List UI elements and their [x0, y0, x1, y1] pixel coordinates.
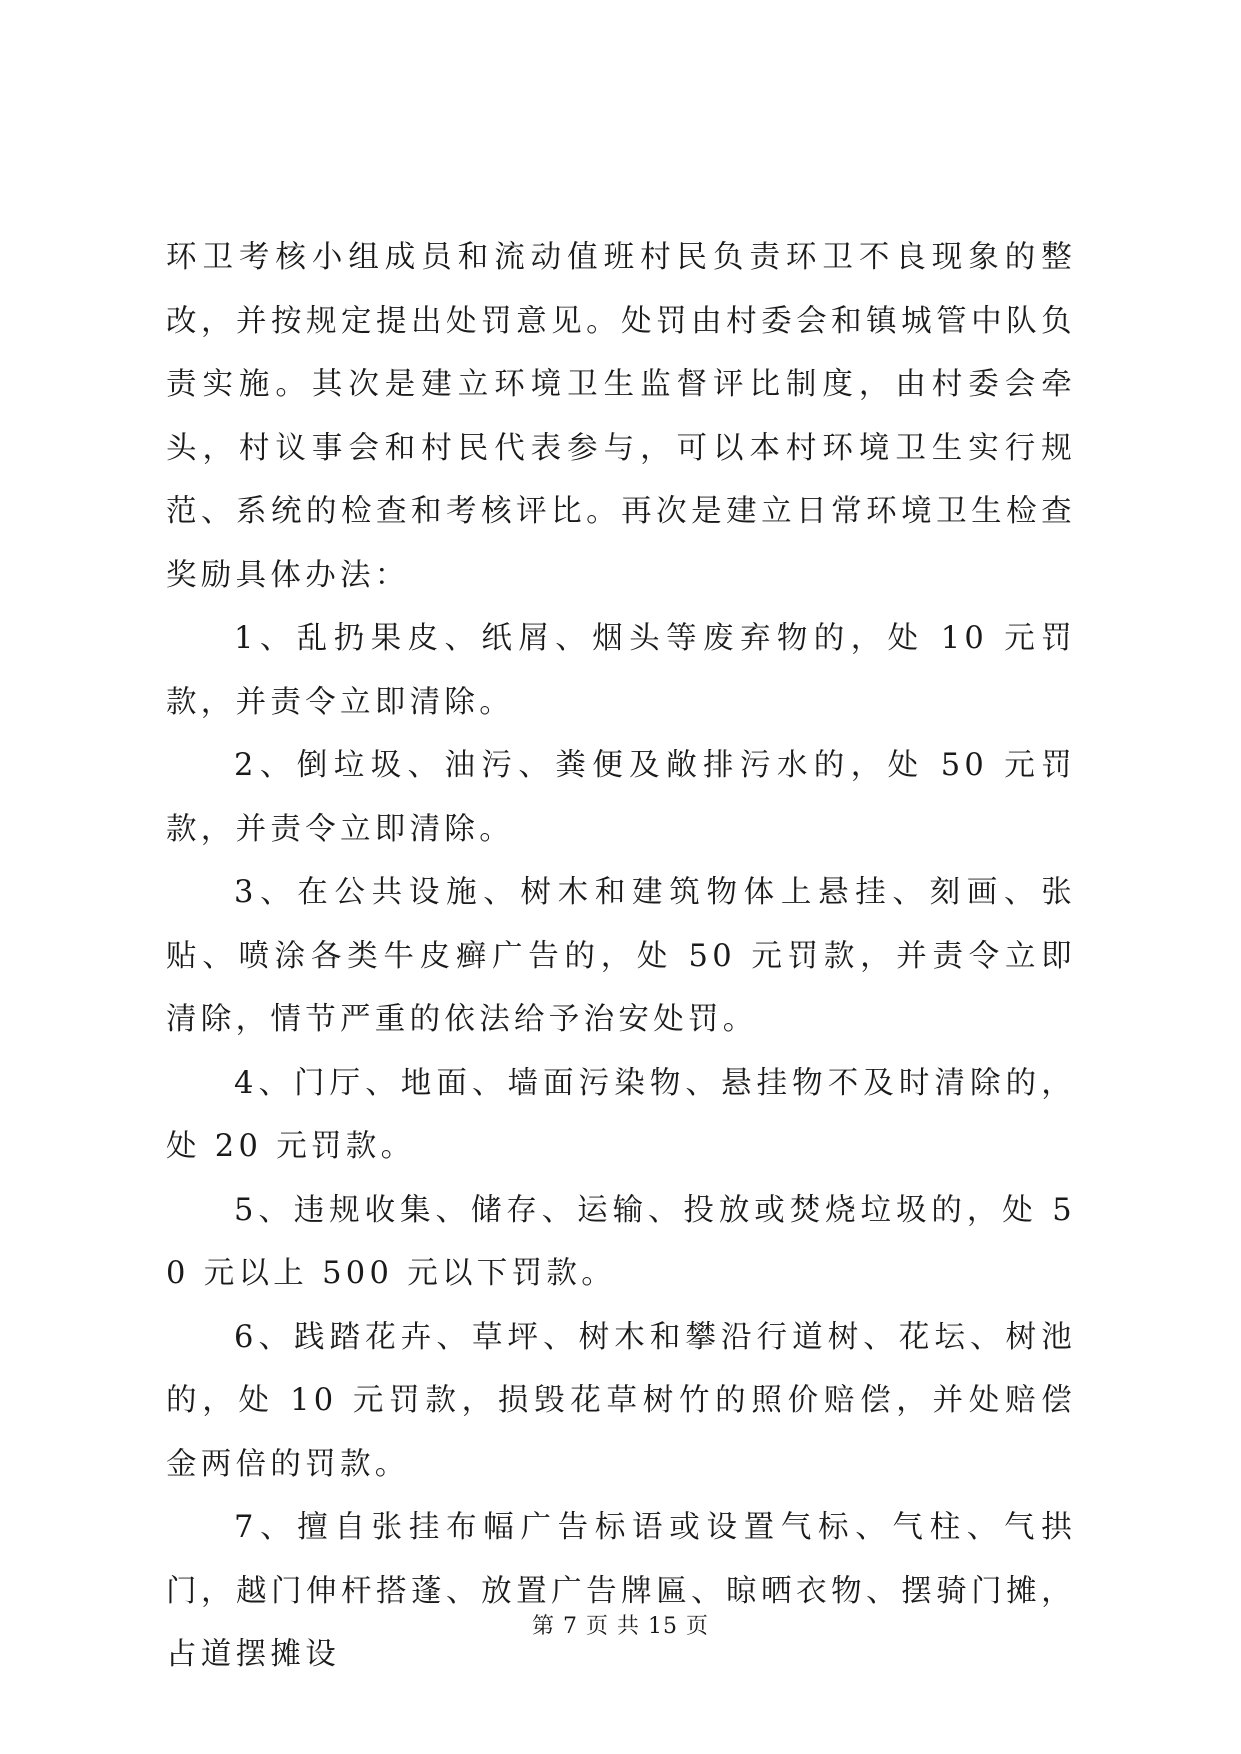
page-number-footer: 第 7 页 共 15 页: [532, 1614, 709, 1639]
list-item-6: 6、践踏花卉、草坪、树木和攀沿行道树、花坛、树池的，处 10 元罚款，损毁花草树竹的照价赔偿，并处赔偿金两倍的罚款。: [166, 1319, 1076, 1482]
list-item-3: 3、在公共设施、树木和建筑物体上悬挂、刻画、张贴、喷涂各类牛皮癣广告的，处 50 元罚款，并责令立即清除，情节严重的依法给予治安处罚。: [166, 875, 1076, 1037]
list-item-7: 7、擅自张挂布幅广告标语或设置气标、气柱、气拱门，越门伸杆搭蓬、放置广告牌匾、晾晒衣物、摆骑门摊，占道摆摊设: [166, 1510, 1076, 1672]
document-body: [166, 226, 1076, 1687]
list-item-2: 2、倒垃圾、油污、粪便及敞排污水的，处 50 元罚款，并责令立即清除。: [166, 748, 1076, 847]
list-item-1: 1、乱扔果皮、纸屑、烟头等废弃物的，处 10 元罚款，并责令立即清除。: [166, 621, 1076, 720]
list-item-5: 5、违规收集、储存、运输、投放或焚烧垃圾的，处 50 元以上 500 元以下罚款。: [166, 1192, 1076, 1291]
list-item-4: 4、门厅、地面、墙面污染物、悬挂物不及时清除的，处 20 元罚款。: [166, 1065, 1076, 1164]
paragraph-continuation: 环卫考核小组成员和流动值班村民负责环卫不良现象的整改，并按规定提出处罚意见。处罚由村委会和镇城管中队负责实施。其次是建立环境卫生监督评比制度，由村委会牵头，村议事会和村民代表参与，可以本村环境卫生实行规范、系统的检查和考核评比。再次是建立日常环境卫生检查奖励具体办法：: [166, 240, 1076, 593]
